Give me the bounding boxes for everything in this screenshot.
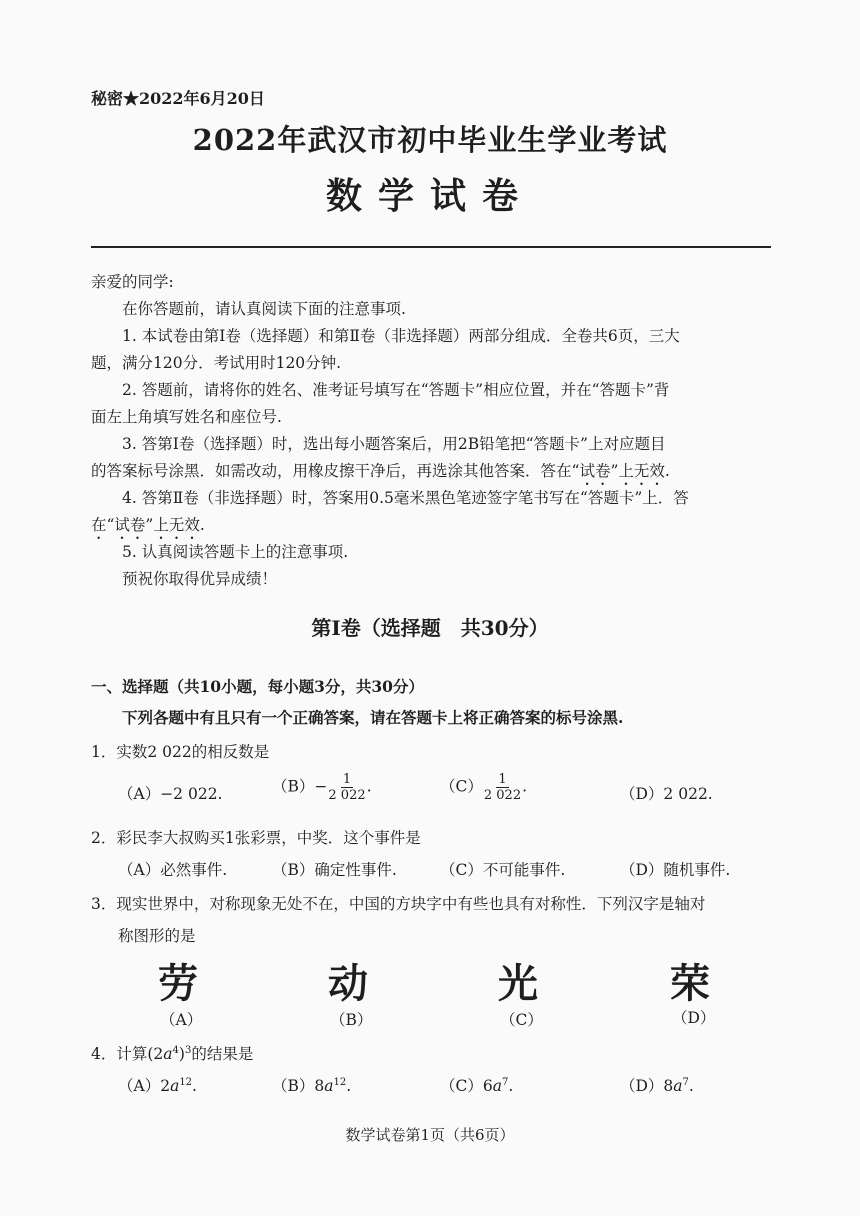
fraction-denominator: 2 022 — [328, 788, 366, 803]
variable-a: a — [324, 1077, 334, 1095]
question-2-stem: 2．彩民李大叔购买1张彩票，中奖．这个事件是 — [91, 829, 421, 847]
period: . — [366, 777, 372, 796]
q1-option-a: （A）−2 022. — [118, 785, 223, 803]
q4-option-c — [440, 1074, 513, 1096]
exponent: 7 — [682, 1076, 689, 1088]
q3-char-b: 动 — [328, 961, 368, 1007]
q4-option-b — [272, 1074, 351, 1096]
q1-option-b-prefix: （B）− — [272, 777, 328, 796]
question-1-stem: 1．实数2 022的相反数是 — [91, 743, 270, 761]
q3-label-b: （B） — [330, 1011, 373, 1029]
q1-option-b — [272, 772, 372, 803]
notice-item-4-line-2 — [91, 513, 205, 543]
period: . — [346, 1077, 352, 1095]
period: . — [199, 516, 205, 534]
question-3-stem-line-1: 3．现实世界中，对称现象无处不在，中国的方块字中有些也具有对称性．下列汉字是轴对 — [91, 895, 706, 913]
period: . — [522, 777, 528, 796]
section-title: 第Ⅰ卷（选择题 共30分） — [311, 616, 549, 640]
option-prefix: （B）8 — [272, 1077, 325, 1095]
period: . — [192, 1077, 197, 1095]
q2-option-a: （A）必然事件. — [118, 861, 228, 879]
q2-option-b: （B）确定性事件. — [272, 861, 397, 879]
q2-option-c: （C）不可能事件. — [440, 861, 566, 879]
part-instruction: 下列各题中有且只有一个正确答案，请在答题卡上将正确答案的标号涂黑. — [122, 708, 624, 727]
fraction-numerator: 1 — [498, 772, 507, 787]
option-prefix: （C）6 — [440, 1077, 493, 1095]
notice-item-3-text: 的答案标号涂黑．如需改动，用橡皮擦干净后，再选涂其他答案．答在 — [91, 462, 572, 480]
variable-a: a — [673, 1077, 683, 1095]
q1-option-c-prefix: （C） — [440, 777, 483, 796]
exam-title: 2022年武汉市初中毕业生学业考试 — [192, 123, 668, 157]
emphasis-invalid-text: 在“试卷”上无效 — [91, 516, 200, 534]
fraction-numerator: 1 — [342, 772, 352, 787]
option-prefix: （D）8 — [620, 1077, 674, 1095]
exponent: 12 — [333, 1076, 347, 1088]
option-prefix: （A）2 — [118, 1077, 171, 1095]
exponent: 4 — [172, 1044, 179, 1056]
notice-item-5: 5. 认真阅读答题卡上的注意事项. — [122, 543, 349, 561]
notice-item-2-line-1: 2. 答题前，请将你的姓名、准考证号填写在“答题卡”相应位置，并在“答题卡”背 — [122, 381, 670, 399]
notice-wish: 预祝你取得优异成绩！ — [122, 570, 278, 588]
confidential-date: 秘密★2022年6月20日 — [91, 89, 265, 108]
notice-intro: 在你答题前，请认真阅读下面的注意事项. — [122, 300, 406, 318]
q4-option-a — [118, 1074, 197, 1096]
q4-stem-part: 的结果是 — [191, 1045, 254, 1063]
emphasis-invalid-text: “试卷”上无效 — [571, 462, 665, 480]
question-3-stem-line-2: 称图形的是 — [118, 927, 196, 945]
q3-label-d: （D） — [672, 1009, 716, 1027]
fraction — [328, 772, 365, 803]
greeting: 亲爱的同学: — [91, 273, 174, 291]
exponent: 7 — [501, 1076, 509, 1088]
q3-char-d: 荣 — [670, 961, 710, 1007]
q3-char-a: 劳 — [158, 961, 198, 1007]
fraction-denominator: 2 022 — [483, 788, 522, 803]
notice-item-1-line-1: 1. 本试卷由第Ⅰ卷（选择题）和第Ⅱ卷（非选择题）两部分组成．全卷共6页，三大 — [122, 327, 680, 345]
header-divider — [91, 246, 771, 248]
q3-label-c: （C） — [500, 1011, 543, 1029]
period: . — [508, 1077, 514, 1095]
notice-item-1-line-2: 题，满分120分．考试用时120分钟. — [91, 354, 342, 372]
fraction — [484, 772, 521, 803]
q3-label-a: （A） — [160, 1011, 203, 1029]
variable-a: a — [163, 1045, 173, 1063]
notice-item-3-line-1: 3. 答第Ⅰ卷（选择题）时，选出每小题答案后，用2B铅笔把“答题卡”上对应题目 — [122, 435, 666, 453]
period: . — [688, 1077, 694, 1095]
notice-item-4-line-1: 4. 答第Ⅱ卷（非选择题）时，答案用0.5毫米黑色笔迹签字笔书写在“答题卡”上．答 — [122, 489, 689, 507]
question-4-stem — [91, 1042, 253, 1064]
notice-item-2-line-2: 面左上角填写姓名和座位号. — [91, 408, 282, 426]
period: . — [664, 462, 670, 480]
notice-item-3-line-2 — [91, 459, 670, 489]
q3-char-c: 光 — [498, 961, 538, 1007]
exponent: 3 — [184, 1044, 192, 1056]
q4-stem-part: ) — [178, 1045, 185, 1063]
exponent: 12 — [179, 1076, 193, 1088]
q1-option-d: （D）2 022. — [620, 785, 713, 803]
page-footer: 数学试卷第1页（共6页） — [345, 1126, 515, 1144]
q4-option-d — [620, 1074, 694, 1096]
part-heading: 一、选择题（共10小题，每小题3分，共30分） — [91, 677, 424, 696]
q2-option-d: （D）随机事件. — [620, 861, 731, 879]
variable-a: a — [170, 1077, 180, 1095]
variable-a: a — [492, 1077, 502, 1095]
q1-option-c — [440, 772, 527, 803]
exam-subject: 数学试卷 — [325, 175, 534, 217]
q4-stem-part: 4．计算(2 — [91, 1045, 164, 1063]
